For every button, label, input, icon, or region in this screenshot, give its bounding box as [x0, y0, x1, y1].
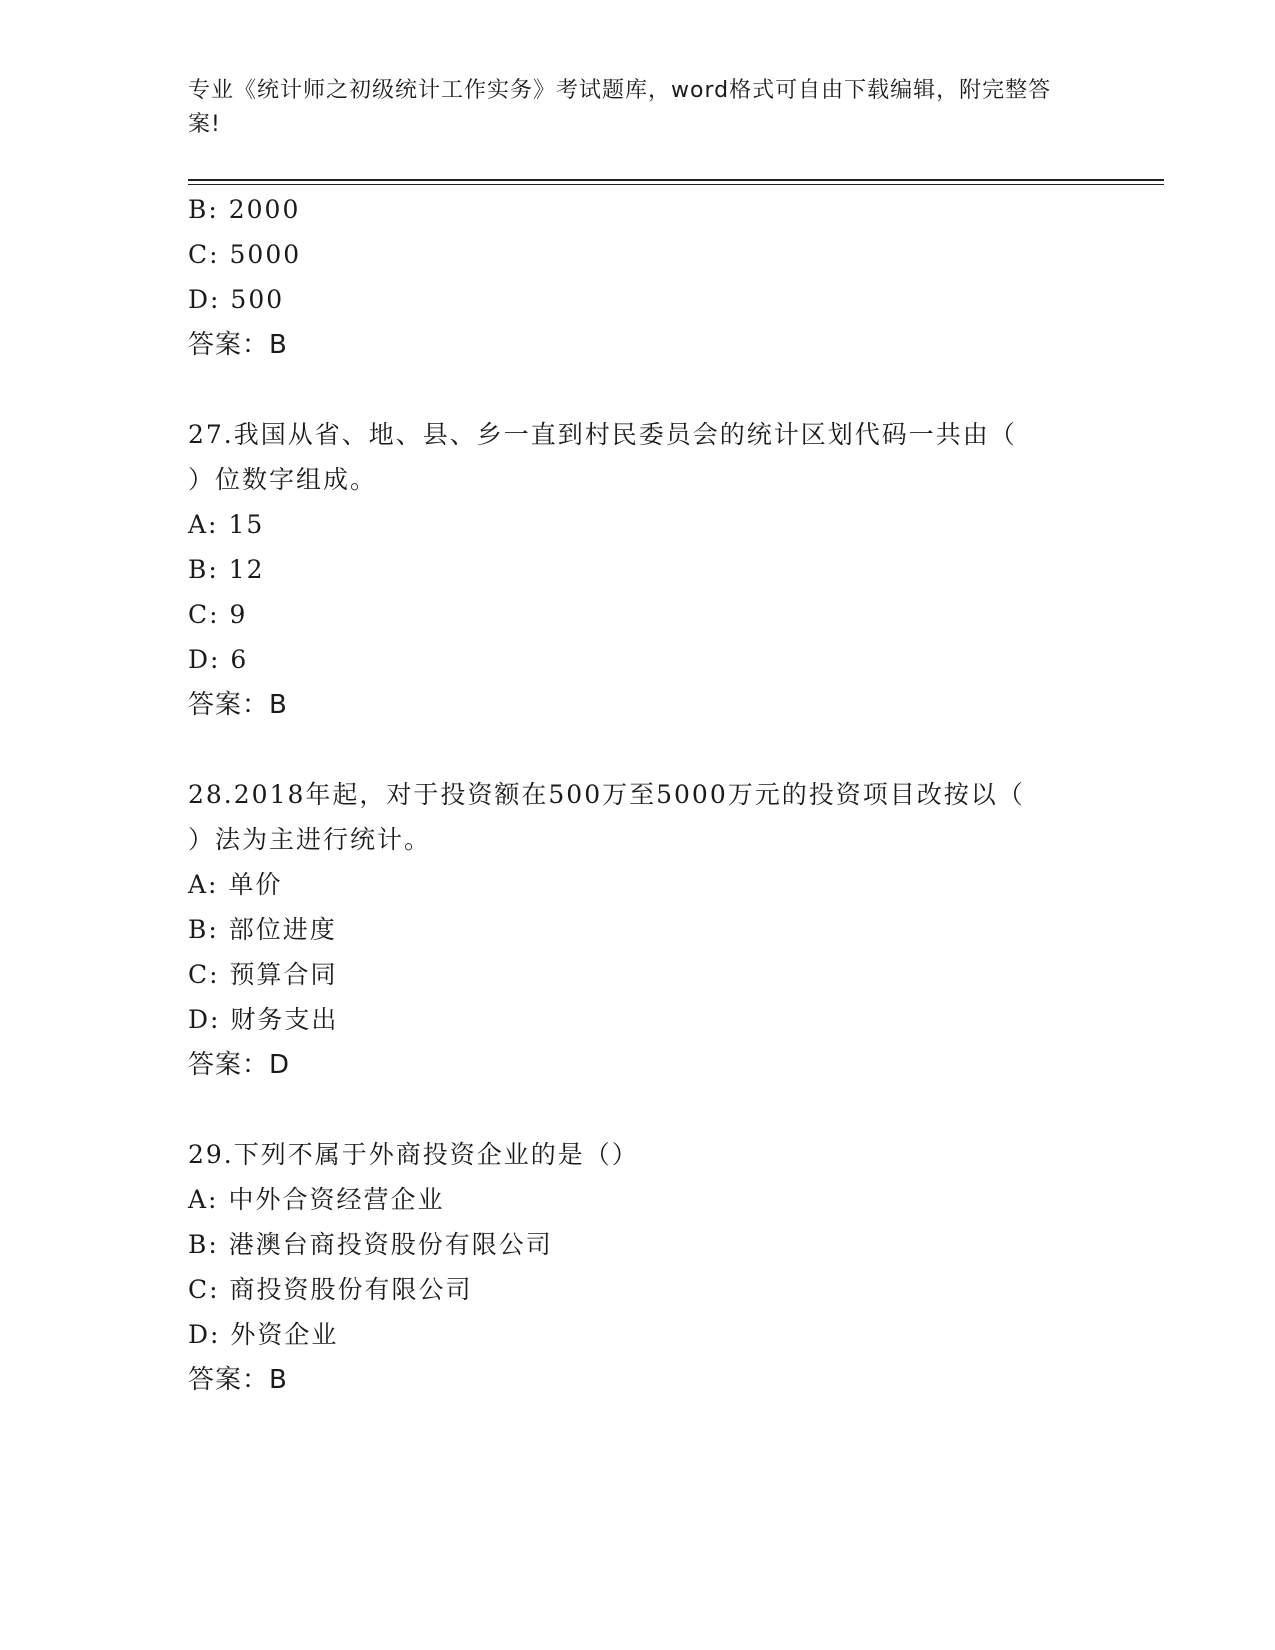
option-text: 预算合同 — [229, 960, 338, 989]
option-label: B: — [188, 915, 219, 944]
option-line — [188, 555, 265, 585]
question-stem: 28.2018年起，对于投资额在500万至5000万元的投资项目改按以（ — [188, 780, 1025, 809]
option-label: A: — [188, 870, 219, 899]
option-text: 部位进度 — [228, 915, 337, 944]
option-text: 单价 — [228, 870, 283, 899]
option-text: 12 — [228, 555, 265, 584]
option-label: D: — [188, 1320, 221, 1349]
option-line — [188, 645, 248, 675]
page-header: 专业《统计师之初级统计工作实务》考试题库，word格式可自由下载编辑，附完整答案! — [188, 78, 1052, 137]
option-label: C: — [188, 600, 220, 629]
option-text: 中外合资经营企业 — [228, 1185, 445, 1214]
option-label: B: — [188, 1230, 219, 1259]
question-stem: ）位数字组成。 — [188, 465, 378, 494]
answer-line: 答案：B — [188, 1365, 288, 1395]
option-text: 6 — [230, 645, 249, 674]
option-label: C: — [188, 240, 220, 269]
option-text: 9 — [229, 600, 248, 629]
option-line — [188, 1320, 338, 1350]
question-stem: 27.我国从省、地、县、乡一直到村民委员会的统计区划代码一共由（ — [188, 420, 1017, 449]
header-rule-thick — [188, 179, 1164, 181]
option-label: C: — [188, 1275, 220, 1304]
option-text: 财务支出 — [230, 1005, 339, 1034]
option-text: 2000 — [228, 195, 301, 224]
option-line — [188, 195, 300, 225]
option-line — [188, 285, 284, 315]
option-label: B: — [188, 555, 219, 584]
option-text: 500 — [230, 285, 285, 314]
question-stem: ）法为主进行统计。 — [188, 825, 432, 854]
answer-line: 答案：B — [188, 690, 288, 720]
option-line — [188, 510, 264, 540]
option-line — [188, 240, 301, 270]
option-label: A: — [188, 1185, 219, 1214]
question-stem: 29.下列不属于外商投资企业的是（） — [188, 1140, 639, 1169]
option-text: 15 — [228, 510, 265, 539]
option-label: D: — [188, 285, 221, 314]
option-line — [188, 915, 337, 945]
option-text: 外资企业 — [230, 1320, 339, 1349]
answer-line: 答案：D — [188, 1050, 291, 1080]
option-line — [188, 1230, 553, 1260]
option-label: A: — [188, 510, 219, 539]
option-line — [188, 1005, 338, 1035]
option-line — [188, 870, 282, 900]
option-text: 5000 — [229, 240, 302, 269]
option-line — [188, 600, 247, 630]
option-label: D: — [188, 645, 221, 674]
option-line — [188, 1275, 473, 1305]
option-label: D: — [188, 1005, 221, 1034]
option-line — [188, 1185, 444, 1215]
header-rule-thin — [188, 184, 1164, 185]
option-text: 商投资股份有限公司 — [229, 1275, 473, 1304]
option-label: B: — [188, 195, 219, 224]
option-label: C: — [188, 960, 220, 989]
answer-line: 答案：B — [188, 330, 288, 360]
option-text: 港澳台商投资股份有限公司 — [228, 1230, 553, 1259]
option-line — [188, 960, 338, 990]
